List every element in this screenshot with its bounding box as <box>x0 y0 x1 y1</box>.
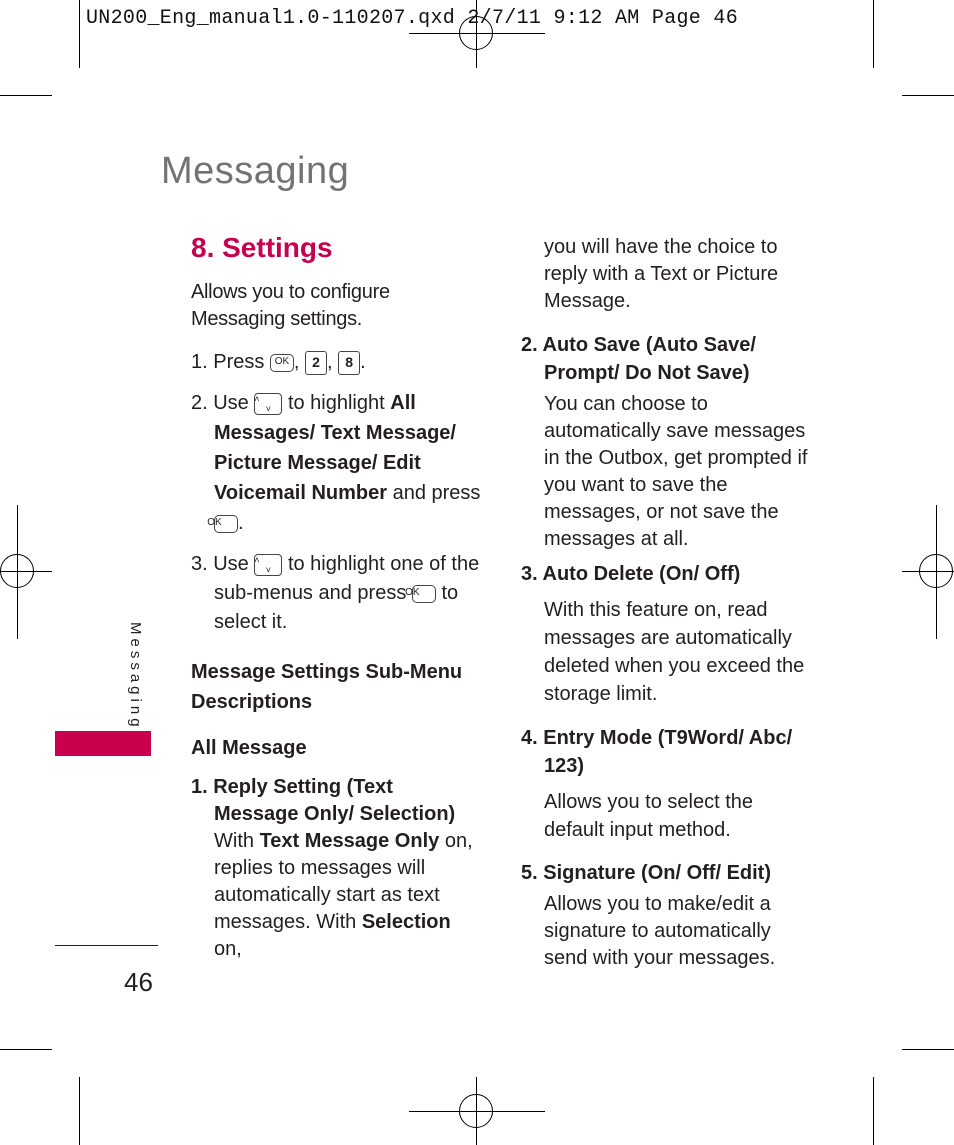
item-5-heading: 5. Signature (On/ Off/ Edit) <box>521 862 771 884</box>
item-3-body: With this feature on, read messages are automatically deleted when you exceed the storage limit. <box>544 599 805 705</box>
right-column <box>521 234 816 972</box>
left-column <box>191 279 481 963</box>
submenu-heading: Message Settings Sub-Menu Descriptions <box>191 661 463 713</box>
ok-key-icon: OK <box>214 515 238 533</box>
step-3: 3. Use ˄ ˅ to highlight one of the sub-menus and press OK to select it. <box>191 553 480 633</box>
item-2-heading: 2. Auto Save (Auto Save/ Prompt/ Do Not Save) <box>521 334 756 384</box>
nav-key-icon: ˄ ˅ <box>254 393 282 415</box>
ok-key-icon: OK <box>412 585 436 603</box>
print-slug: UN200_Eng_manual1.0-110207.qxd 2/7/11 9:12 AM Page 46 <box>86 7 739 30</box>
all-message-heading: All Message <box>191 737 307 759</box>
item-1-body: With Text Message Only on, replies to messages will automatically start as text messages. With Selection on, <box>214 830 473 960</box>
item-3-heading: 3. Auto Delete (On/ Off) <box>521 563 741 585</box>
item-1-heading: 1. Reply Setting (Text Message Only/ Selection) <box>191 776 456 825</box>
item-4-heading: 4. Entry Mode (T9Word/ Abc/ 123) <box>521 727 793 777</box>
step-2: 2. Use ˄ ˅ to highlight All Messages/ Text Message/ Picture Message/ Edit Voicemail Number and press OK . <box>191 392 481 534</box>
item-2-body: You can choose to automatically save messages in the Outbox, get prompted if you want to save the messages, or not save the messages at all. <box>544 393 808 550</box>
side-tab-label: Messaging <box>127 622 144 731</box>
item-5-body: Allows you to make/edit a signature to automatically send with your messages. <box>544 893 776 969</box>
footer-rule <box>55 945 158 946</box>
key-8-icon: 8 <box>338 351 360 375</box>
item-1-body-continued: you will have the choice to reply with a Text or Picture Message. <box>544 236 779 312</box>
ok-key-icon: OK <box>270 354 294 372</box>
page-number: 46 <box>124 967 153 997</box>
side-tab-bar <box>55 731 151 756</box>
chapter-title: Messaging <box>161 150 350 192</box>
intro-text: Allows you to configure Messaging settings. <box>191 281 390 330</box>
step-1: 1. Press OK , 2 , 8 . <box>191 351 366 373</box>
nav-key-icon: ˄ ˅ <box>254 554 282 576</box>
item-4-body: Allows you to select the default input method. <box>544 791 753 841</box>
key-2-icon: 2 <box>305 351 327 375</box>
section-title: 8. Settings <box>191 232 333 263</box>
